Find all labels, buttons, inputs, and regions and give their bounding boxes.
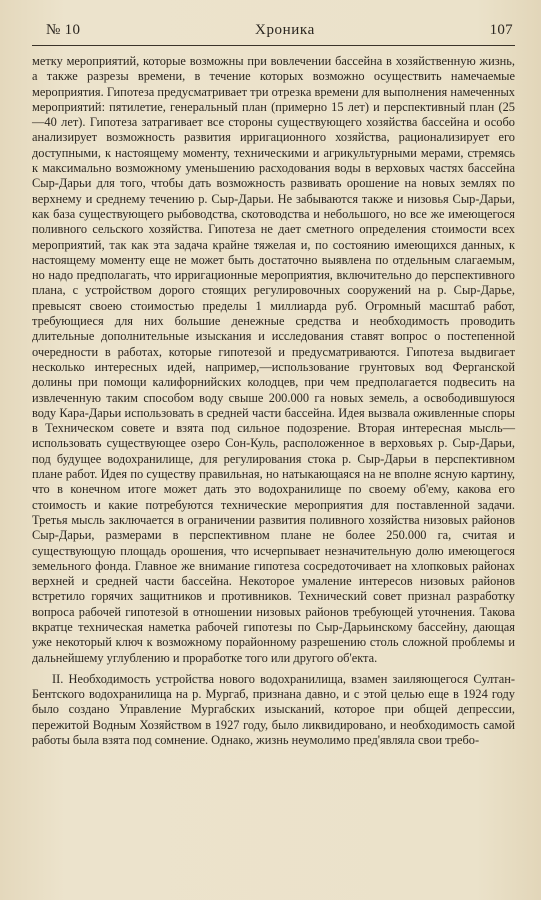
page-body xyxy=(32,54,515,748)
section-title: Хроника xyxy=(255,22,315,38)
paragraph-section-ii: II. Необходимость устройства нового водохранилища, взамен заиляющегося Султан-Бентского водохранилища на р. Мургаб, признана давно, и с этой целью еще в 1924 году было создано Управление Мургабских изысканий, которое при общей депрессии, пережитой Водным Хозяйством в 1927 году, было ликвидировано, и необходимость самой работы была взята под сомнение. Однако, жизнь неумолимо пред'являла свои требо- xyxy=(32,671,515,748)
page-number: 107 xyxy=(489,22,513,38)
issue-number: № 10 xyxy=(46,22,81,38)
paragraph-continued: метку мероприятий, которые возможны при вовлечении бассейна в хозяйственную жизнь, а также разрезы времени, в течение которых возможно осуществить намечаемые мероприятия. Гипотеза предусматривает три отрезка времени для выполнения намеченных мероприятий: пятилетие, генеральный план (примерно 15 лет) и перспективный план (25—40 лет). Гипотеза затрагивает все стороны существующего хозяйства бассейна и особо анализирует возможность развития ирригационного хозяйства, рационализирует его доступными, к настоящему моменту, техническими и агрикультурными мерами, стремясь к максимально возможному уменьшению расходования воды в верховых частях бассейна Сыр-Дарьи для того, чтобы дать возможность развивать орошение на новых землях по верхнему и среднему течению р. Сыр-Дарьи. Не забываются также и низовья Сыр-Дарьи, как база существующего рыбоводства, скотоводства и небольшого, но все же имеющегося поливного сельского хозяйства. Гипотеза не дает сметного определения стоимости всех мероприятий, так как эта задача крайне тяжелая и, по состоянию имеющихся данных, к настоящему моменту еще не может быть достаточно выявлена по отдельным слагаемым, но надо предполагать, что ирригационные мероприятия, включительно до перспективного плана, с устройством дорого стоящих регулировочных сооружений на р. Сыр-Дарье, превысят своею стоимостью пределы 1 миллиарда руб. Огромный масштаб работ, требующиеся для них большие денежные средства и необходимость проводить длительные дополнительные изыскания и исследования ставят вопрос о постепенной очередности в работах, которые гипотезой и предусматриваются. Гипотеза выдвигает несколько интересных идей, например,—использование грунтовых вод Ферганской долины при помощи калифорнийских колодцев, при чем предполагается подвесить на извлеченную таким способом воду свыше 200.000 га новых земель, а освободившуюся воду Кара-Дарьи использовать в средней части бассейна. Идея вызвала оживленные споры в Техническом совете и взята под сильное подозрение. Вторая интересная мысль—использовать существующее озеро Сон-Куль, расположенное в верховьях р. Сыр-Дарьи, под будущее водохранилище, для регулирования стока р. Сыр-Дарьи в перспективном плане работ. Идея по существу правильная, но натыкающаяся на не вполне ясную картину, что в конечном итоге может дать это водохранилище по своему об'ему, какова его стоимость и какие потребуются технические мероприятия для поставленной задачи. Третья мысль заключается в ограничении развития поливного хозяйства низовых районов Сыр-Дарьи, размерами в перспективном плане не более 250.000 га, считая и существующую площадь орошения, что исчерпывает незначительную долю имеющегося земельного фонда. Главное же внимание гипотеза сосредоточивает на хлопковых районах верхней и средней части бассейна. Некоторое умаление интересов низовых районов встретило горячих защитников и противников. Технический совет признал разработку вопроса рабочей гипотезой в отношении низовых районов требующей уточнения. Такова вкратце техническая наметка рабочей гипотезы по Сыр-Дарьинскому бассейну, дающая уже некоторый ключ к возможному порайонному разрешению столь сложной проблемы и дальнейшему углублению и проработке того или другого об'екта. xyxy=(32,54,515,665)
page-header xyxy=(32,22,515,46)
